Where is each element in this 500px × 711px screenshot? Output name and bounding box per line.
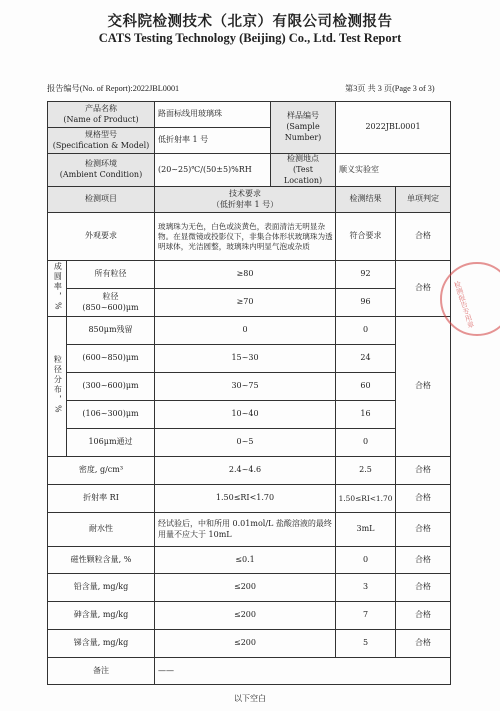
appearance-requirement: 玻璃珠为无色，白色或淡黄色，表面清洁无明显杂物。在显微镜或投影仪下，非集合体形状玻璃珠为透明球体，光洁圆整，玻璃珠内明显气泡或杂质 xyxy=(155,213,336,261)
dist-req: 0~5 xyxy=(155,429,336,457)
row-roundness-all xyxy=(48,261,451,289)
column-header-row xyxy=(48,187,451,213)
row-dist-1 xyxy=(48,345,451,373)
env-label: 检测环境 (Ambient Condition) xyxy=(48,154,155,187)
appearance-verdict: 合格 xyxy=(396,213,451,261)
distribution-group: 粒径分布，% xyxy=(48,317,67,457)
end-of-report-note: 以下空白 xyxy=(234,694,266,703)
water-result: 3mL xyxy=(336,513,396,547)
arsenic-name: 砷含量, mg/kg xyxy=(48,602,155,630)
water-req: 经试验后，中和所用 0.01mol/L 盐酸溶液的最终用量不应大于 10mL xyxy=(155,513,336,547)
ri-verdict: 合格 xyxy=(396,485,451,513)
dist-req: 0 xyxy=(155,317,336,345)
roundness-all-req: ≥80 xyxy=(155,261,336,289)
official-seal-text: 检测报告专用章 xyxy=(452,279,476,330)
lead-name: 铅含量, mg/kg xyxy=(48,574,155,602)
col-result: 检测结果 xyxy=(336,187,396,213)
row-water xyxy=(48,513,451,547)
remarks-label: 备注 xyxy=(48,658,155,685)
dist-result: 24 xyxy=(336,345,396,373)
row-lead xyxy=(48,574,451,602)
report-title-en: CATS Testing Technology (Beijing) Co., Ltd. Test Report xyxy=(98,31,402,45)
ri-name: 折射率 RI xyxy=(48,485,155,513)
magnetic-req: ≤0.1 xyxy=(155,547,336,574)
roundness-size-result: 96 xyxy=(336,289,396,317)
col-verdict: 单项判定 xyxy=(396,187,451,213)
row-appearance xyxy=(48,213,451,261)
dist-result: 0 xyxy=(336,429,396,457)
density-name: 密度, g/cm³ xyxy=(48,457,155,485)
water-verdict: 合格 xyxy=(396,513,451,547)
dist-name: (600~850)μm xyxy=(67,345,155,373)
roundness-all-name: 所有粒径 xyxy=(67,261,155,289)
sample-value: 2022JBL0001 xyxy=(336,102,451,154)
ri-req: 1.50≤RI<1.70 xyxy=(155,485,336,513)
dist-req: 30~75 xyxy=(155,373,336,401)
info-row-env xyxy=(48,154,451,187)
spec-value: 低折射率 1 号 xyxy=(155,128,271,154)
report-number: 报告编号(No. of Report):2022JBL0001 xyxy=(47,84,180,93)
distribution-verdict: 合格 xyxy=(396,317,451,457)
dist-result: 16 xyxy=(336,401,396,429)
roundness-verdict: 合格 xyxy=(396,261,451,317)
dist-name: 850μm残留 xyxy=(67,317,155,345)
dist-req: 15~30 xyxy=(155,345,336,373)
info-row-product xyxy=(48,102,451,128)
antimony-verdict: 合格 xyxy=(396,630,451,658)
row-dist-2 xyxy=(48,373,451,401)
test-report-table xyxy=(47,101,451,685)
roundness-group: 成圆率，% xyxy=(48,261,67,317)
row-antimony xyxy=(48,630,451,658)
roundness-size-req: ≥70 xyxy=(155,289,336,317)
arsenic-req: ≤200 xyxy=(155,602,336,630)
density-result: 2.5 xyxy=(336,457,396,485)
page-info: 第3页 共 3 页(Page 3 of 3) xyxy=(345,84,435,93)
density-verdict: 合格 xyxy=(396,457,451,485)
dist-name: (106~300)μm xyxy=(67,401,155,429)
row-dist-4 xyxy=(48,429,451,457)
dist-name: (300~600)μm xyxy=(67,373,155,401)
roundness-all-result: 92 xyxy=(336,261,396,289)
col-item: 检测项目 xyxy=(48,187,155,213)
lead-req: ≤200 xyxy=(155,574,336,602)
product-label: 产品名称 (Name of Product) xyxy=(48,102,155,128)
spec-label: 规格型号 (Specification & Model) xyxy=(48,128,155,154)
row-dist-3 xyxy=(48,401,451,429)
water-name: 耐水性 xyxy=(48,513,155,547)
appearance-result: 符合要求 xyxy=(336,213,396,261)
ri-result: 1.50≤RI<1.70 xyxy=(336,485,396,513)
dist-name: 106μm通过 xyxy=(67,429,155,457)
appearance-name: 外观要求 xyxy=(48,213,155,261)
row-arsenic xyxy=(48,602,451,630)
lead-verdict: 合格 xyxy=(396,574,451,602)
row-density xyxy=(48,457,451,485)
antimony-result: 5 xyxy=(336,630,396,658)
row-dist-0 xyxy=(48,317,451,345)
report-title-cn: 交科院检测技术（北京）有限公司检测报告 xyxy=(107,13,393,30)
magnetic-name: 磁性颗粒含量, % xyxy=(48,547,155,574)
sample-label: 样品编号 (Sample Number) xyxy=(271,102,336,154)
remarks-value: —— xyxy=(155,658,451,685)
arsenic-result: 7 xyxy=(336,602,396,630)
roundness-size-name: 粒径 (850~600)μm xyxy=(67,289,155,317)
magnetic-result: 0 xyxy=(336,547,396,574)
row-ri xyxy=(48,485,451,513)
location-label: 检测地点 (Test Location) xyxy=(271,154,336,187)
product-value: 路面标线用玻璃珠 xyxy=(155,102,271,128)
env-value: (20~25)℃/(50±5)%RH xyxy=(155,154,271,187)
row-magnetic xyxy=(48,547,451,574)
lead-result: 3 xyxy=(336,574,396,602)
antimony-name: 锑含量, mg/kg xyxy=(48,630,155,658)
row-roundness-size xyxy=(48,289,451,317)
arsenic-verdict: 合格 xyxy=(396,602,451,630)
dist-req: 10~40 xyxy=(155,401,336,429)
magnetic-verdict: 合格 xyxy=(396,547,451,574)
dist-result: 60 xyxy=(336,373,396,401)
location-value: 顺义实验室 xyxy=(336,154,451,187)
row-remarks xyxy=(48,658,451,685)
col-requirement: 技术要求 （低折射率 1 号） xyxy=(155,187,336,213)
antimony-req: ≤200 xyxy=(155,630,336,658)
density-req: 2.4~4.6 xyxy=(155,457,336,485)
dist-result: 0 xyxy=(336,317,396,345)
